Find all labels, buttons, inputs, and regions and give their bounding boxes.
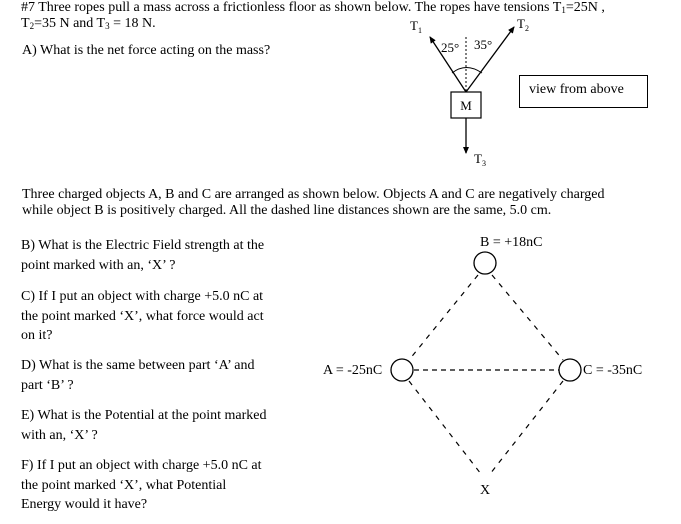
t3-label-text: T xyxy=(474,151,482,166)
mass-label: M xyxy=(460,98,472,113)
t3-label-sub: 3 xyxy=(481,159,486,168)
question-b-line: point marked with an, ‘X’ ? xyxy=(21,257,176,273)
t1-label-text: T xyxy=(410,18,418,33)
t2-label-sub: 2 xyxy=(524,24,529,33)
point-x-label: X xyxy=(479,483,491,498)
question-b-line: B) What is the Electric Field strength at the xyxy=(21,238,265,253)
charge-a-circle xyxy=(391,359,413,381)
problem-line-1-text: #7 Three ropes pull a mass across a frictionless floor as shown below. The ropes have tensions T xyxy=(21,0,562,15)
t2-label-text: T xyxy=(517,16,525,31)
problem-line-2-mid: =35 N and T xyxy=(34,16,106,31)
view-from-above-box: view from above xyxy=(519,75,648,108)
t1-label-sub: 1 xyxy=(417,26,422,35)
question-f-line: the point marked ‘X’, what Potential xyxy=(21,477,227,493)
question-d-line: part ‘B’ ? xyxy=(21,377,74,393)
question-d-line: D) What is the same between part ‘A’ and xyxy=(21,358,255,373)
charge-b-label: B = +18nC xyxy=(480,235,543,250)
t2-subscript: 2 xyxy=(29,21,35,31)
t3-subscript: 3 xyxy=(105,21,110,31)
charge-c-circle xyxy=(559,359,581,381)
question-c-line: C) If I put an object with charge +5.0 nC at xyxy=(21,289,264,304)
question-c-line: the point marked ‘X’, what force would act xyxy=(21,308,264,324)
dashed-line-a-x xyxy=(409,381,481,474)
problem-line-2-tail: = 18 N. xyxy=(109,16,156,31)
charges-intro-line-1: Three charged objects A, B and C are arranged as shown below. Objects A and C are negatively charged xyxy=(22,187,605,202)
question-f-line: F) If I put an object with charge +5.0 nC at xyxy=(21,458,262,473)
charge-b-circle xyxy=(474,252,496,274)
t2-symbol: T xyxy=(21,16,30,31)
charge-c-label: C = -35nC xyxy=(583,363,643,378)
charges-intro-line-2: while object B is positively charged. All the dashed line distances shown are the same, 5.0 cm. xyxy=(22,203,552,218)
t1-subscript: 1 xyxy=(561,5,566,15)
charge-a-label: A = -25nC xyxy=(323,363,383,378)
problem-line-1-tail: =25N , xyxy=(565,0,605,15)
question-c-line: on it? xyxy=(21,328,53,343)
question-e-line: with an, ‘X’ ? xyxy=(21,427,98,443)
dashed-line-b-c xyxy=(492,275,563,360)
question-f-line: Energy would it have? xyxy=(21,497,148,512)
dashed-line-c-x xyxy=(490,381,563,474)
dashed-line-b-a xyxy=(409,275,478,360)
angle-right-label: 35° xyxy=(474,37,493,52)
angle-left-label: 25° xyxy=(441,40,460,55)
question-e-line: E) What is the Potential at the point marked xyxy=(21,408,267,423)
question-a: A) What is the net force acting on the mass? xyxy=(22,43,271,58)
